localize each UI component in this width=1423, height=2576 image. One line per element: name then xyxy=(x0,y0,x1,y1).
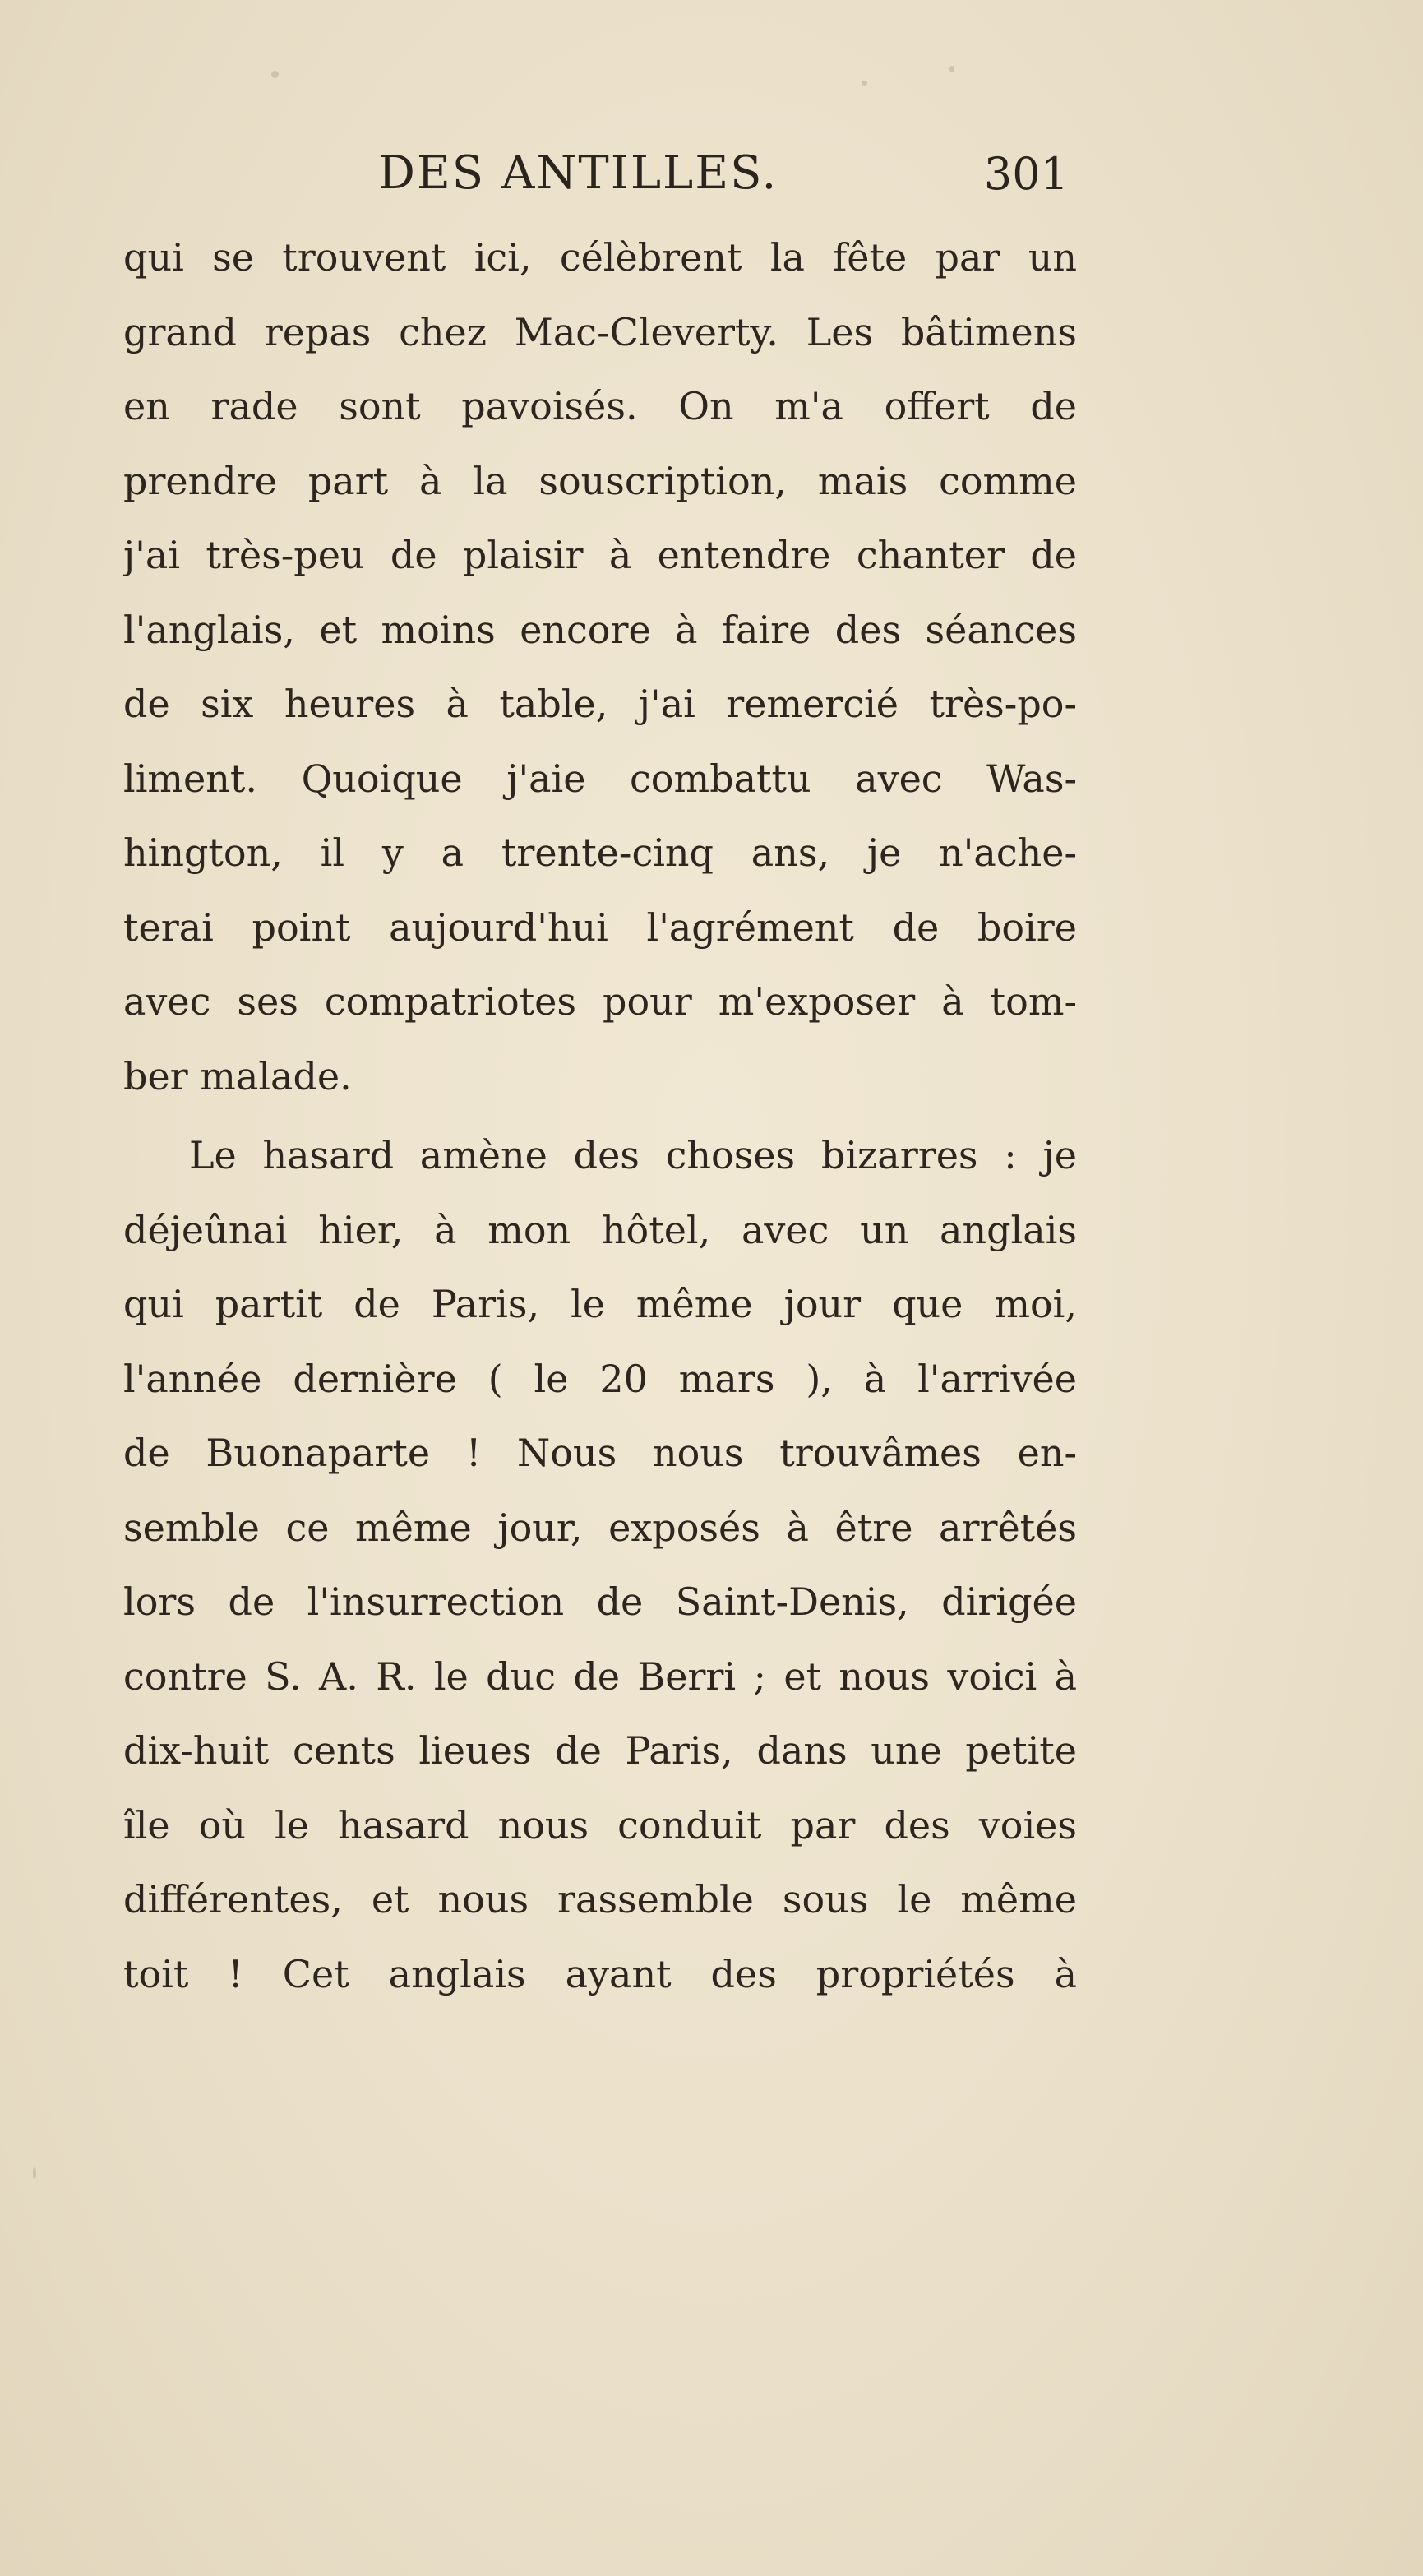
text-line: lors de l'insurrection de Saint-Denis, dirigée xyxy=(123,1579,1077,1624)
text-line: l'anglais, et moins encore à faire des séances xyxy=(123,607,1077,652)
paragraph xyxy=(123,220,1077,1113)
text-line: toit ! Cet anglais ayant des propriétés à xyxy=(123,1951,1077,1996)
text-line: qui se trouvent ici, célèbrent la fête par un xyxy=(123,235,1077,280)
page-number: 301 xyxy=(983,148,1069,200)
text-line: île où le hasard nous conduit par des voies xyxy=(123,1802,1077,1848)
text-line: de six heures à table, j'ai remercié très-po- xyxy=(123,682,1077,726)
text-line: j'ai très-peu de plaisir à entendre chanter de xyxy=(123,533,1077,577)
body-text xyxy=(123,220,1077,2011)
paragraph xyxy=(123,1118,1077,2011)
text-line: Le hasard amène des choses bizarres : je xyxy=(189,1133,1077,1177)
text-line: dix-huit cents lieues de Paris, dans une petite xyxy=(123,1728,1077,1773)
page-header xyxy=(123,140,1069,214)
text-line: qui partit de Paris, le même jour que moi, xyxy=(123,1282,1077,1326)
text-line: de Buonaparte ! Nous nous trouvâmes en- xyxy=(123,1431,1077,1475)
running-head: DES ANTILLES. xyxy=(378,146,778,200)
paper-speck xyxy=(271,71,279,78)
text-line: avec ses compatriotes pour m'exposer à tom- xyxy=(123,979,1077,1024)
text-line: contre S. A. R. le duc de Berri ; et nous voici à xyxy=(123,1653,1077,1699)
text-line: prendre part à la souscription, mais comme xyxy=(123,458,1077,503)
text-line: en rade sont pavoisés. On m'a offert de xyxy=(123,384,1077,428)
text-line: terai point aujourd'hui l'agrément de boire xyxy=(123,904,1077,950)
text-line: grand repas chez Mac-Cleverty. Les bâtimens xyxy=(123,309,1077,354)
text-line: ber malade. xyxy=(123,1053,352,1098)
paper-speck xyxy=(949,66,954,72)
paper-speck xyxy=(862,81,867,86)
text-line: l'année dernière ( le 20 mars ), à l'arrivée xyxy=(123,1356,1077,1401)
text-line: différentes, et nous rassemble sous le même xyxy=(123,1877,1077,1922)
text-line: liment. Quoique j'aie combattu avec Was- xyxy=(123,756,1077,801)
text-line: déjeûnai hier, à mon hôtel, avec un anglais xyxy=(123,1207,1077,1252)
text-line: hington, il y a trente-cinq ans, je n'ache- xyxy=(123,830,1077,875)
text-line: semble ce même jour, exposés à être arrêtés xyxy=(123,1505,1077,1550)
paper-speck xyxy=(33,2167,36,2179)
